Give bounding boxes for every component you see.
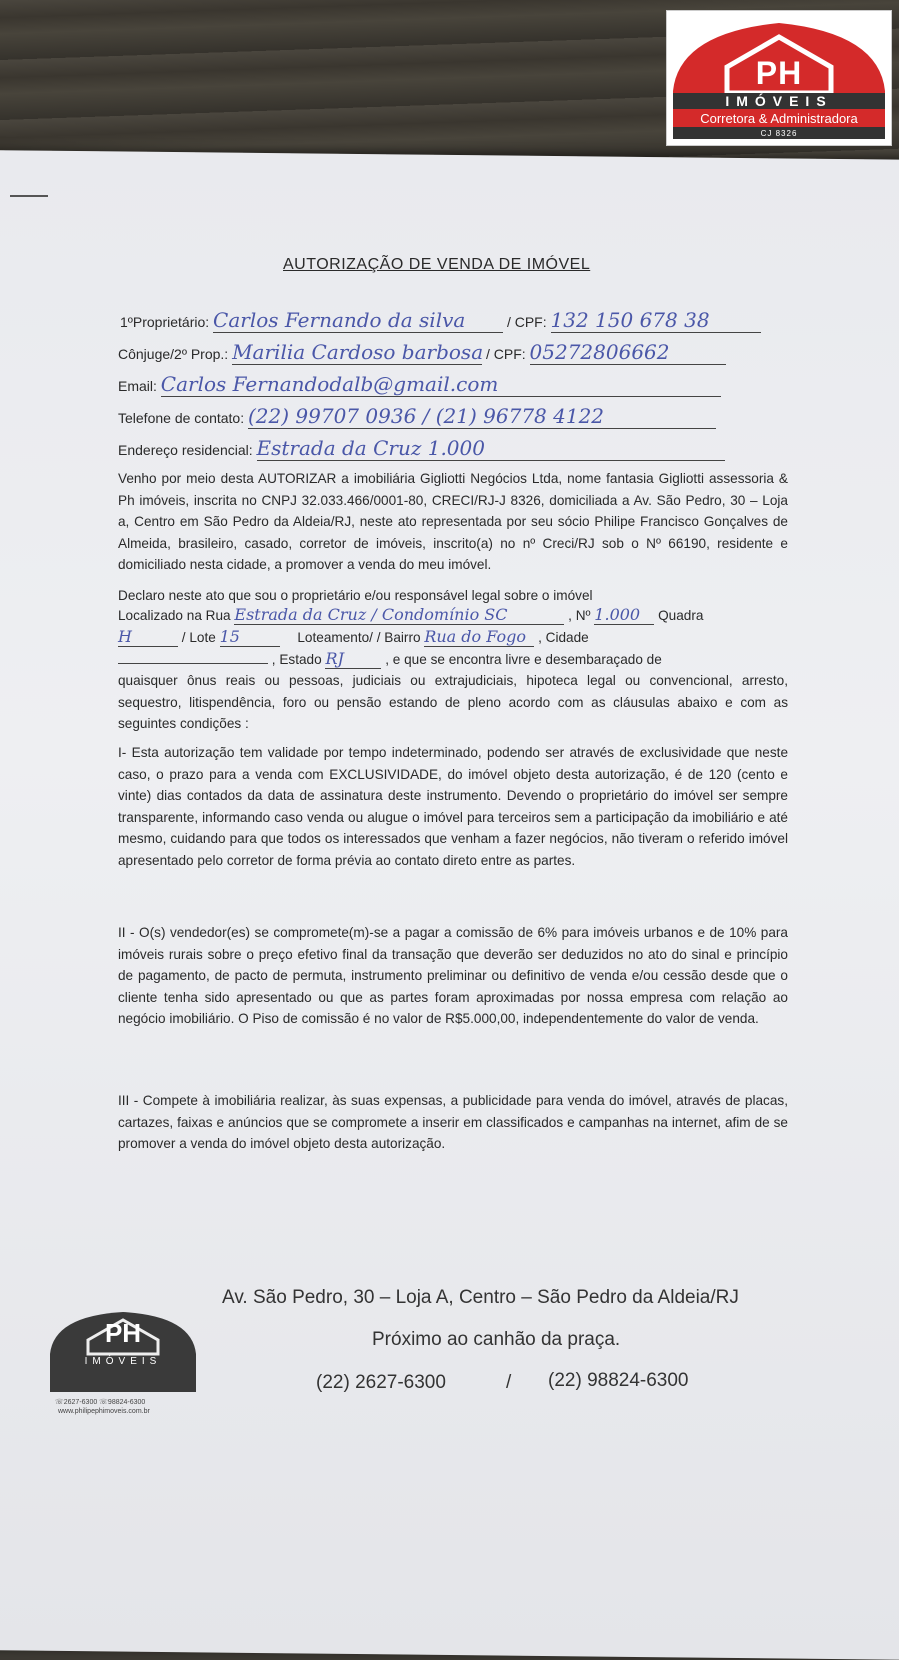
field-email	[118, 372, 721, 397]
declaration-line-2	[118, 605, 703, 625]
declaration-line-4	[118, 649, 662, 669]
street-label: Localizado na Rua	[118, 608, 231, 623]
allotment-label: Loteamento/	[297, 630, 373, 645]
email-label: Email:	[118, 378, 157, 394]
field-owner1	[120, 308, 761, 333]
cpf1-label: / CPF:	[506, 314, 547, 330]
footer-logo-name: PH	[104, 1318, 142, 1348]
brand-logo-name: PH	[755, 55, 803, 91]
brand-cj: CJ 8326	[760, 129, 798, 138]
cpf1-value[interactable]: 132 150 678 38	[551, 308, 761, 333]
number-value[interactable]: 1.000	[594, 605, 654, 625]
footer-address: Av. São Pedro, 30 – Loja A, Centro – São Pedro da Aldeia/RJ	[222, 1287, 739, 1308]
street-value[interactable]: Estrada da Cruz / Condomínio SC	[234, 605, 564, 625]
block-label: Quadra	[658, 608, 704, 623]
city-value[interactable]	[118, 663, 268, 664]
district-label: / Bairro	[376, 630, 421, 645]
clause-2: II - O(s) vendedor(es) se compromete(m)-se a pagar a comissão de 6% para imóveis urbanos e de 10% para imóveis rurais sobre o preço efetivo final da transação que deverão ser deduzidos no ato do sinal e princípio de pagamento, de pacto de permuta, instrumento preliminar ou definitivo de venda e/ou cessão desde que o cliente tenha sido apresentado ou que as partes foram aproximadas por nossa empresa com relação ao negócio imobiliário. O Piso de comissão é no valor de R$5.000,00, independentemente do valor de venda.	[118, 925, 788, 1026]
phone-value[interactable]: (22) 99707 0936 / (21) 96778 4122	[248, 404, 716, 429]
clause-3: III - Compete à imobiliária realizar, às suas expensas, a publicidade para venda do imóvel, através de placas, cartazes, faixas e anúncios que se compromete a inserir em classificados e campanhas na internet, afim de se promover a venda do imóvel objeto desta autorização.	[118, 1093, 788, 1151]
declaration-rest: quaisquer ônus reais ou pessoas, judiciais ou extrajudiciais, hipoteca legal ou convencional, arresto, sequestro, litispendência, foro ou pensão estando de pleno acordo com as cláusulas abaixo e com as seguintes condições :	[118, 673, 788, 731]
owner1-value[interactable]: Carlos Fernando da silva	[213, 308, 503, 333]
phone-label: Telefone de contato:	[118, 410, 245, 426]
footer-logo-site: www.philipephimoveis.com.br	[58, 1408, 150, 1415]
spouse-label: Cônjuge/2º Prop.:	[118, 346, 229, 362]
district-value[interactable]: Rua do Fogo	[424, 627, 534, 647]
state-label: , Estado	[271, 652, 322, 667]
lot-label: / Lote	[181, 630, 216, 645]
footer-logo-sub: IMÓVEIS	[84, 1356, 162, 1367]
field-phone	[118, 404, 716, 429]
footer-phone-2: (22) 98824-6300	[548, 1370, 689, 1391]
city-label: , Cidade	[538, 630, 589, 645]
page-title: AUTORIZAÇÃO DE VENDA DE IMÓVEL	[283, 256, 591, 273]
authorization-paragraph: Venho por meio desta AUTORIZAR a imobiliária Gigliotti Negócios Ltda, nome fantasia Gigliotti assessoria & Ph imóveis, inscrita no CNPJ 32.033.466/0001-80, CRECI/RJ-J 8326, domiciliada a Av. São Pedro, 30 – Loja a, Centro em São Pedro da Aldeia/RJ, neste ato representada por seu sócio Philipe Francisco Gonçalves de Almeida, brasileiro, casado, corretor de imóveis, inscrito(a) no nº Creci/RJ sob o Nº 66190, residente e domiciliado nesta cidade, a promover a venda do meu imóvel.	[118, 471, 788, 572]
address-label: Endereço residencial:	[118, 442, 253, 458]
block-value[interactable]: H	[118, 627, 178, 647]
state-value[interactable]: RJ	[325, 649, 381, 669]
cpf2-label: / CPF:	[485, 346, 526, 362]
email-value[interactable]: Carlos Fernandodalb@gmail.com	[161, 372, 721, 397]
margin-mark	[10, 195, 48, 197]
declaration-free: , e que se encontra livre e desembaraçado de	[385, 652, 662, 667]
spouse-value[interactable]: Marilia Cardoso barbosa	[232, 340, 484, 364]
cpf2-value[interactable]: 05272806662	[530, 340, 726, 365]
lot-value[interactable]: 15	[220, 627, 280, 647]
brand-logo-sub: IMÓVEIS	[725, 93, 833, 109]
field-address	[118, 436, 725, 461]
brand-tagline: Corretora & Administradora	[700, 111, 858, 126]
field-spouse	[118, 340, 726, 365]
declaration-line-3	[118, 627, 589, 647]
footer-logo-phones: ☏2627-6300 ☏98824-6300	[55, 1399, 146, 1406]
clause-1: I- Esta autorização tem validade por tempo indeterminado, podendo ser através de exclusividade que neste caso, o prazo para a venda com EXCLUSIVIDADE, do imóvel objeto desta autorização, é de 120 (cento e vinte) dias contados da data de assinatura deste instrumento. Devendo o proprietário do imóvel ser sempre transparente, informando caso venda ou alugue o imóvel para terceiros sem a participação da imobiliário e até mesmo, cuidando para que todos os interessados que venham a fazer negócios, não tiveram o referido imóvel apresentado pelo corretor de forma prévia ao contato direto entre as partes.	[118, 745, 788, 868]
declaration-line-1: Declaro neste ato que sou o proprietário e/ou responsável legal sobre o imóvel	[118, 588, 593, 603]
owner1-label: 1ºProprietário:	[120, 314, 210, 330]
footer-near: Próximo ao canhão da praça.	[372, 1329, 621, 1350]
address-value[interactable]: Estrada da Cruz 1.000	[257, 436, 725, 461]
footer-phone-separator: /	[506, 1372, 512, 1393]
brand-logo	[666, 10, 892, 146]
number-label: , Nº	[568, 608, 591, 623]
footer-phone-1: (22) 2627-6300	[316, 1372, 446, 1393]
